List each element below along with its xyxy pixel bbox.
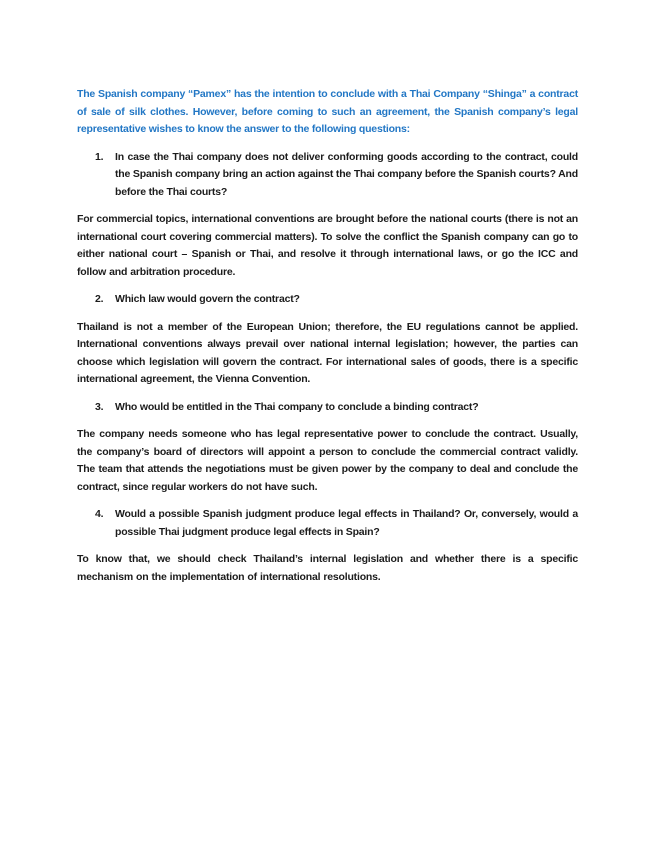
question-text: In case the Thai company does not deliver conforming goods according to the contract, could the Spanish company bring an action against the Thai company before the Spanish courts? And before the Thai courts? (115, 150, 578, 198)
intro-paragraph: The Spanish company “Pamex” has the intention to conclude with a Thai Company “Shinga” a contract of sale of silk clothes. However, before coming to such an agreement, the Spanish company’s legal representative wishes to know the answer to the following questions: (77, 88, 578, 135)
question-number: 4. (95, 508, 104, 520)
question-text: Who would be entitled in the Thai company to conclude a binding contract? (115, 400, 479, 413)
answer-paragraph-3: The company needs someone who has legal representative power to conclude the contract. Usually, the company’s board of directors will appoint a person to conclude the commercial contract validly. The team that attends the negotiations must be given power by the company to deal and conclude the contract, since regular workers do not have such. (77, 428, 578, 493)
question-number: 1. (95, 150, 104, 163)
question-text: Would a possible Spanish judgment produce legal effects in Thailand? Or, conversely, would a possible Thai judgment produce legal effects in Spain? (115, 508, 578, 538)
question-number: 3. (95, 400, 104, 413)
question-item-2 (77, 291, 578, 309)
document-content (77, 78, 578, 596)
question-item-3 (77, 399, 578, 417)
question-text: Which law would govern the contract? (115, 293, 300, 305)
question-item-4 (77, 506, 578, 541)
answer-paragraph-2: Thailand is not a member of the European Union; therefore, the EU regulations cannot be applied. International conventions always prevail over national internal legislation; however, the parties can choose which legislation will govern the contract. For international sales of goods, there is a specific international agreement, the Vienna Convention. (77, 320, 578, 385)
question-number: 2. (95, 293, 104, 305)
question-item-1 (77, 149, 578, 202)
answer-paragraph-4: To know that, we should check Thailand’s internal legislation and whether there is a specific mechanism on the implementation of international resolutions. (77, 553, 578, 583)
answer-paragraph-1: For commercial topics, international conventions are brought before the national courts (there is not an international court covering commercial matters). To solve the conflict the Spanish company can go to either national court – Spanish or Thai, and resolve it through international laws, or go the ICC and follow and arbitration procedure. (77, 213, 578, 278)
